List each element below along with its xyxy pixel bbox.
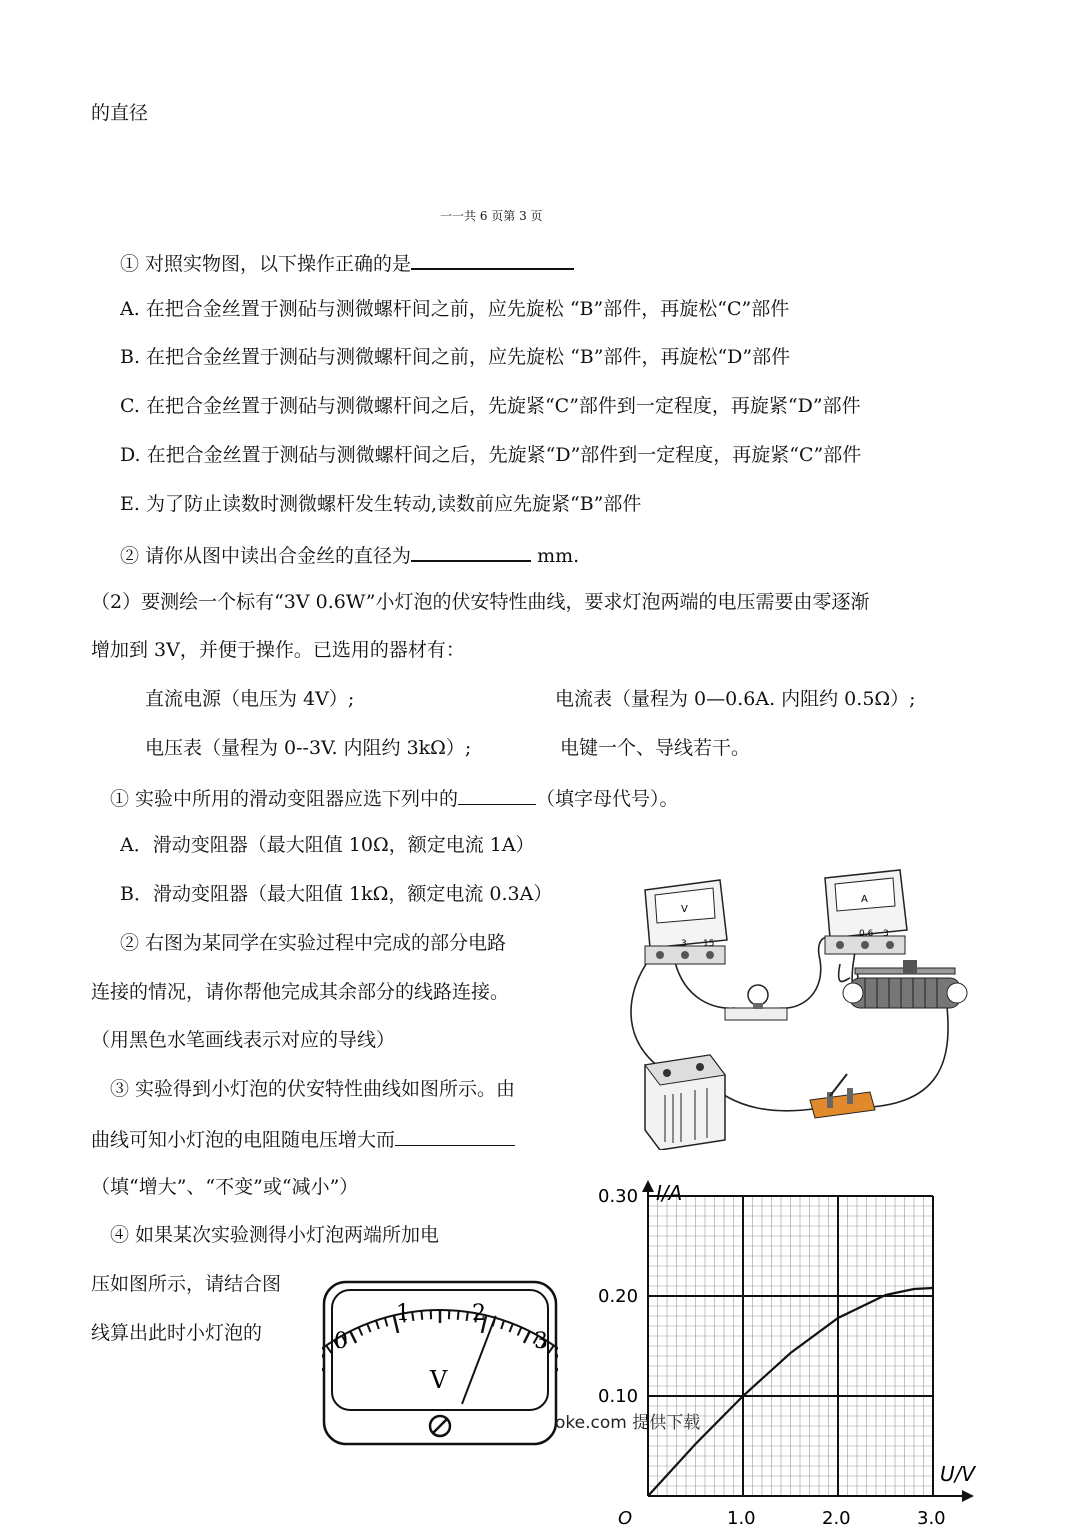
ammeter-terminal-06: 0.6: [859, 929, 874, 939]
q2-step3-line1: ③ 实验得到小灯泡的伏安特性曲线如图所示。由: [110, 1078, 516, 1100]
q1-option-b: B. 在把合金丝置于测砧与测微螺杆间之前，应先旋松 “B”部件，再旋松“D”部件: [120, 346, 791, 368]
y-axis-label: I/A: [656, 1181, 683, 1205]
answer-blank-3[interactable]: [458, 784, 536, 805]
q2-intro-line2: 增加到 3V，并便于操作。已选用的器材有：: [91, 639, 465, 661]
dial-tick-label-0: 0: [334, 1329, 348, 1354]
x-tick-label: 2.0: [822, 1508, 851, 1529]
q2-step1-text: ① 实验中所用的滑动变阻器应选下列中的: [110, 788, 459, 810]
q2-step4-line1: ④ 如果某次实验测得小灯泡两端所加电: [110, 1224, 440, 1246]
q1-prompt-2-unit: mm.: [537, 545, 580, 567]
q1-option-c: C. 在把合金丝置于测砧与测微螺杆间之后，先旋紧“C”部件到一定程度，再旋紧“D”部件: [120, 395, 861, 417]
q1-prompt-1: [120, 248, 574, 277]
iu-chart: [590, 1178, 990, 1532]
q1-prompt-2-text: ② 请你从图中读出合金丝的直径为: [120, 545, 412, 567]
q2-step3-line2: [91, 1125, 515, 1153]
answer-blank-4[interactable]: [395, 1125, 515, 1146]
x-tick-label: 1.0: [727, 1508, 756, 1529]
q1-option-a: A. 在把合金丝置于测砧与测微螺杆间之前，应先旋松 “B”部件，再旋松“C”部件: [120, 298, 790, 320]
circuit-diagram: [615, 860, 995, 1150]
dial-tick: [421, 1311, 422, 1320]
equip-voltmeter: 电压表（量程为 0--3V. 内阻约 3kΩ）;: [145, 737, 472, 759]
equip-ammeter: 电流表（量程为 0—0.6A. 内阻约 0.5Ω）;: [555, 688, 916, 710]
origin-label: O: [618, 1508, 633, 1529]
minor-grid: [648, 1196, 933, 1496]
ammeter-label: A: [861, 894, 868, 905]
equip-power: 直流电源（电压为 4V）;: [145, 688, 355, 710]
dial-tick: [467, 1312, 468, 1321]
voltmeter-label: V: [681, 904, 688, 915]
q2-step3-text: 曲线可知小灯泡的电阻随电压增大而: [91, 1129, 396, 1151]
q2-step4-line3: 线算出此时小灯泡的: [91, 1322, 263, 1344]
q2-intro-line1: （2）要测绘一个标有“3V 0.6W”小灯泡的伏安特性曲线，要求灯泡两端的电压需要由零逐渐: [91, 591, 870, 613]
dial-tick-label-3: 3: [534, 1329, 548, 1354]
x-tick-label: 3.0: [917, 1508, 946, 1529]
equip-switch: 电键一个、导线若干。: [560, 737, 751, 759]
top-text: 的直径: [91, 102, 149, 124]
y-tick-label: 0.30: [598, 1186, 639, 1207]
watermark: oke.com 提供下载: [555, 1413, 701, 1433]
q1-prompt-1-text: ① 对照实物图，以下操作正确的是: [120, 253, 412, 275]
voltmeter-dial: [322, 1280, 558, 1446]
q1-option-e: E. 为了防止读数时测微螺杆发生转动,读数前应先旋紧“B”部件: [120, 493, 642, 515]
switch-icon: [810, 1074, 875, 1118]
bulb-icon: [725, 985, 787, 1020]
y-tick-label: 0.10: [598, 1386, 639, 1407]
voltmeter-terminal-15: 15: [703, 939, 715, 949]
q2-step2-line1: ② 右图为某同学在实验过程中完成的部分电路: [120, 932, 507, 954]
q2-step2-line3: （用黑色水笔画线表示对应的导线）: [91, 1029, 396, 1051]
voltmeter-terminal-3: 3: [681, 939, 687, 949]
rheostat-icon: [843, 960, 967, 1008]
voltmeter-device: [645, 880, 727, 964]
page-footer: 一一共 6 页第 3 页: [440, 209, 543, 223]
dial-tick-label-2: 2: [472, 1301, 486, 1326]
dial-tick: [458, 1311, 459, 1320]
ammeter-terminal-3: 3: [883, 929, 889, 939]
dial-tick-label-1: 1: [396, 1301, 410, 1326]
answer-blank-1[interactable]: [411, 248, 574, 270]
q2-option-a: A．滑动变阻器（最大阻值 10Ω，额定电流 1A）: [120, 834, 535, 856]
q2-option-b: B．滑动变阻器（最大阻值 1kΩ，额定电流 0.3A）: [120, 883, 553, 905]
q2-step1: [110, 784, 679, 812]
battery-icon: [645, 1055, 725, 1150]
dial-unit: V: [430, 1366, 448, 1394]
x-axis-label: U/V: [940, 1462, 976, 1486]
x-axis-arrow: [962, 1490, 974, 1502]
y-axis-arrow: [642, 1180, 654, 1192]
dial-tick: [412, 1312, 413, 1321]
q2-step2-line2: 连接的情况，请你帮他完成其余部分的线路连接。: [91, 981, 510, 1003]
y-tick-label: 0.20: [598, 1286, 639, 1307]
ammeter-device: [825, 870, 907, 954]
q1-option-d: D. 在把合金丝置于测砧与测微螺杆间之后，先旋紧“D”部件到一定程度，再旋紧“C”部件: [120, 444, 862, 466]
q2-step4-line2: 压如图所示，请结合图: [91, 1273, 282, 1295]
answer-blank-2[interactable]: [411, 540, 531, 562]
q2-step1-tail: （填字母代号）。: [536, 788, 679, 810]
q2-step3-line3: （填“增大”、“不变”或“减小”）: [91, 1176, 359, 1198]
q1-prompt-2: [120, 540, 579, 569]
